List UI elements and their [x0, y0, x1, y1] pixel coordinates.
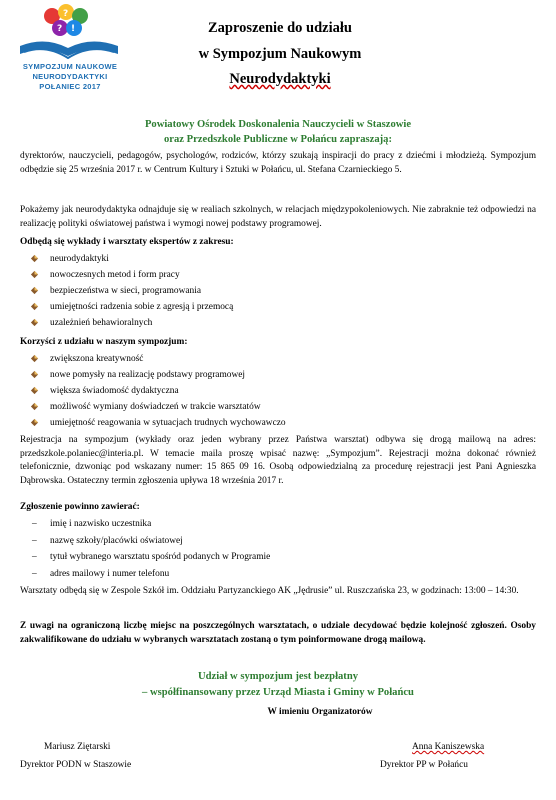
bullet-icon: [30, 354, 39, 363]
organizers-line-1: Powiatowy Ośrodek Doskonalenia Nauczycieli w Staszowie: [144, 119, 412, 130]
dash-marker: –: [32, 519, 37, 529]
dash-marker: –: [32, 535, 37, 546]
benefits-list: [20, 351, 536, 431]
lectures-list: [20, 251, 536, 331]
application-item: [20, 516, 536, 533]
workshops-paragraph: Warsztaty odbędą się w Zespole Szkół im. Oddziału Partyzanckiego AK „Jędrusie” ul. Ruszczańska 23, w godzinach: 13:00 – 14:30.: [20, 586, 519, 596]
benefit-item-label: możliwość wymiany doświadczeń w trakcie warsztatów: [50, 402, 261, 412]
lecture-topic-item: [20, 315, 536, 331]
neurodidactics-paragraph: Pokażemy jak neurodydaktyka odnajduje się w realiach szkolnych, w relacjach międzypokoleniowych. Nie zabraknie też odpowiedzi na realizację polityki oświatowej państwa i wymogi nowej podstawy programowej.: [20, 205, 536, 229]
left-signature-role: Dyrektor PODN w Staszowie: [20, 760, 132, 770]
bullet-icon: [30, 302, 39, 311]
dash-marker: –: [32, 552, 37, 562]
intro-paragraph: dyrektorów, nauczycieli, pedagogów, psychologów, rodziców, którzy szukają inspiracji do pracy z dziećmi i młodzieżą. Sympozjum odbędzie się 25 września 2017 r. w Centrum Kultury i Sztuki w Połańcu, ul. Stefana Czarnieckiego 5.: [20, 151, 536, 175]
lecture-topic-item: [20, 299, 536, 315]
benefit-item: [20, 415, 536, 431]
application-item-label: tytuł wybranego warsztatu spośród podanych w Programie: [50, 552, 271, 562]
lecture-topic-item-label: umiejętności radzenia sobie z agresją i przemocą: [50, 302, 234, 312]
application-item-label: nazwę szkoły/placówki oświatowej: [50, 535, 183, 546]
logo-line-2: NEURODYDAKTYKI: [32, 72, 108, 81]
notice-paragraph: Z uwagi na ograniczoną liczbę miejsc na poszczególnych warsztatach, o udziale decydować będzie kolejność zgłoszeń. Osoby zakwalifikowane do udziału w wybranych warsztatach zostaną o tym poinformowane drogą mailową.: [20, 621, 536, 645]
lectures-heading: Odbędą się wykłady i warsztaty ekspertów z zakresu:: [20, 237, 234, 247]
benefit-item-label: zwiększona kreatywność: [50, 354, 144, 364]
lecture-topic-item-label: neurodydaktyki: [50, 254, 109, 264]
lecture-topic-item: [20, 251, 536, 267]
logo-line-3: POŁANIEC 2017: [39, 82, 101, 91]
bullet-icon: [30, 254, 39, 263]
svg-text:!: !: [71, 24, 76, 34]
application-item-label: adres mailowy i numer telefonu: [50, 568, 170, 579]
registration-paragraph: Rejestracja na sympozjum (wykłady oraz jeden wybrany przez Państwa warsztat) odbywa się drogą mailową na adres: przedszkole.polaniec@interia.pl. W temacie maila proszę wpisać nazwę: „Sympozjum”. Rejestracji można dokonać również telefonicznie, dzwoniąc pod wskazany numer: 15 865 09 16. Osobą odpowiedzialną za procedurę rejestracji jest Pani Agnieszka Dąbrowska. Ostateczny termin zgłoszenia upływa 18 września 2017 r.: [20, 435, 536, 486]
bullet-icon: [30, 418, 39, 427]
dash-marker: –: [32, 568, 37, 579]
lecture-topic-item-label: nowoczesnych metod i form pracy: [50, 270, 180, 280]
benefit-item-label: umiejętność reagowania w sytuacjach trudnych wychowawczo: [50, 418, 286, 428]
benefits-heading: Korzyści z udziału w naszym sympozjum:: [20, 337, 188, 347]
title-line-3: Neurodydaktyki: [229, 71, 331, 87]
application-item-label: imię i nazwisko uczestnika: [50, 519, 152, 529]
on-behalf-text: W imieniu Organizatorów: [267, 707, 373, 717]
bullet-icon: [30, 370, 39, 379]
bullet-icon: [30, 386, 39, 395]
free-line-2: – współfinansowany przez Urząd Miasta i Gminy w Połańcu: [142, 687, 414, 698]
benefit-item-label: nowe pomysły na realizację podstawy programowej: [50, 370, 245, 380]
bullet-icon: [30, 402, 39, 411]
right-signature-role: Dyrektor PP w Połańcu: [380, 760, 468, 770]
application-heading: Zgłoszenie powinno zawierać:: [20, 502, 140, 512]
lecture-topic-item-label: uzależnień behawioralnych: [50, 318, 153, 328]
application-list: [20, 516, 536, 582]
application-item: [20, 566, 536, 583]
logo-line-1: SYMPOZJUM NAUKOWE: [22, 62, 118, 71]
benefit-item: [20, 351, 536, 367]
right-signature-name: Anna Kaniszewska: [412, 742, 485, 752]
benefit-item: [20, 367, 536, 383]
application-item: [20, 549, 536, 566]
benefit-item: [20, 383, 536, 399]
svg-text:?: ?: [63, 9, 69, 19]
bullet-icon: [30, 286, 39, 295]
benefit-item: [20, 399, 536, 415]
bullet-icon: [30, 270, 39, 279]
title-line-1: Zaproszenie do udziału: [208, 20, 352, 36]
symposium-logo: [10, 2, 130, 100]
free-line-1: Udział w sympozjum jest bezpłatny: [197, 671, 359, 682]
left-signature-name: Mariusz Ziętarski: [44, 742, 111, 752]
svg-text:?: ?: [57, 24, 63, 34]
lecture-topic-item: [20, 283, 536, 299]
lecture-topic-item: [20, 267, 536, 283]
organizers-line-2: oraz Przedszkole Publiczne w Połańcu zapraszają:: [163, 134, 392, 145]
title-line-2: w Sympozjum Naukowym: [198, 46, 362, 62]
benefit-item-label: większa świadomość dydaktyczna: [50, 386, 179, 396]
lecture-topic-item-label: bezpieczeństwa w sieci, programowania: [50, 286, 201, 296]
application-item: [20, 533, 536, 550]
bullet-icon: [30, 318, 39, 327]
